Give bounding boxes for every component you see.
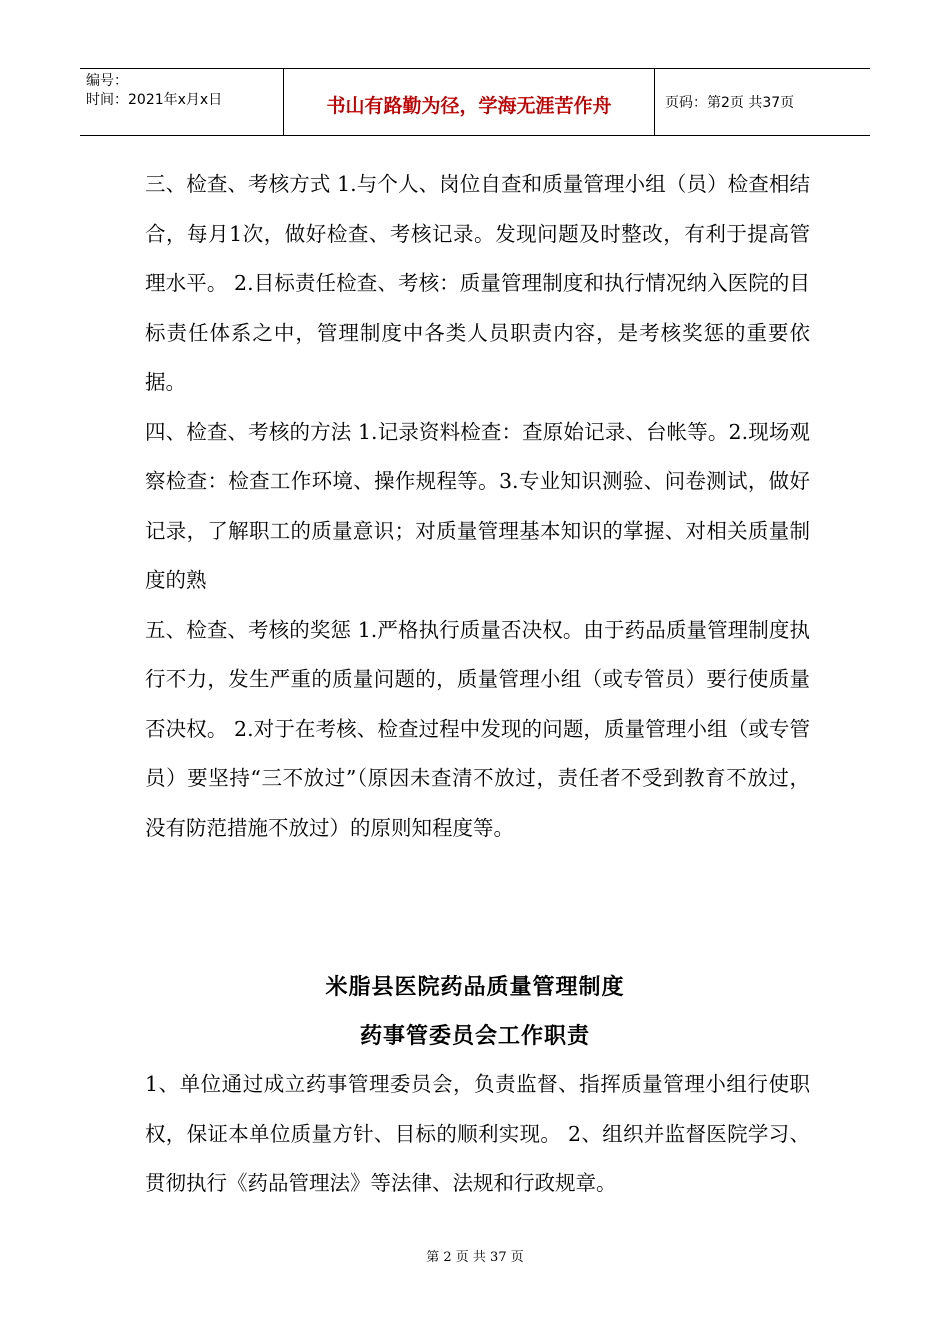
document-title: 米脂县医院药品质量管理制度 [325, 974, 625, 1000]
header-motto: 书山有路勤为径，学海无涯苦作舟 [326, 95, 612, 117]
paragraph-inspection-approach: 四、检查、考核的方法 1.记录资料检查：查原始记录、台帐等。2.现场观察检查：检查工作环境、操作规程等。3.专业知识测验、问卷测试，做好记录，了解职工的质量意识；对质量管理基本知识的掌握、对相关质量制度的熟 [145, 419, 810, 592]
paragraph-committee-duties: 1、单位通过成立药事管理委员会，负责监督、指挥质量管理小组行使职权，保证本单位质量方针、目标的顺利实现。 2、组织并监督医院学习、贯彻执行《药品管理法》等法律、法规和行政规章。 [145, 1072, 810, 1195]
header-meta-cell [80, 69, 283, 135]
document-header [80, 68, 870, 136]
header-page-cell [655, 69, 870, 135]
section-two-body [145, 1060, 810, 1209]
document-number-label: 编号： [86, 73, 128, 89]
page-footer: 第 2 页 共 37 页 [426, 1250, 524, 1265]
paragraph-inspection-rewards: 五、检查、考核的奖惩 1.严格执行质量否决权。由于药品质量管理制度执行不力，发生严重的质量问题的，质量管理小组（或专管员）要行使质量否决权。 2.对于在考核、检查过程中发现的问题，质量管理小组（或专管员）要坚持“三不放过”（原因未查清不放过，责任者不受到教育不放过，没有防范措施不放过）的原则知程度等。 [145, 617, 810, 840]
header-page-info: 页码：第2页 共37页 [665, 95, 795, 111]
section-one-body [145, 160, 810, 853]
header-motto-cell [283, 69, 655, 135]
paragraph-inspection-methods: 三、检查、考核方式 1.与个人、岗位自查和质量管理小组（员）检查相结合，每月1次，做好检查、考核记录。发现问题及时整改，有利于提高管理水平。 2.目标责任检查、考核：质量管理制度和执行情况纳入医院的目标责任体系之中，管理制度中各类人员职责内容，是考核奖惩的重要依据。 [145, 172, 810, 394]
document-date-label: 时间：2021年x月x日 [86, 92, 223, 108]
document-subtitle: 药事管委员会工作职责 [359, 1023, 590, 1049]
